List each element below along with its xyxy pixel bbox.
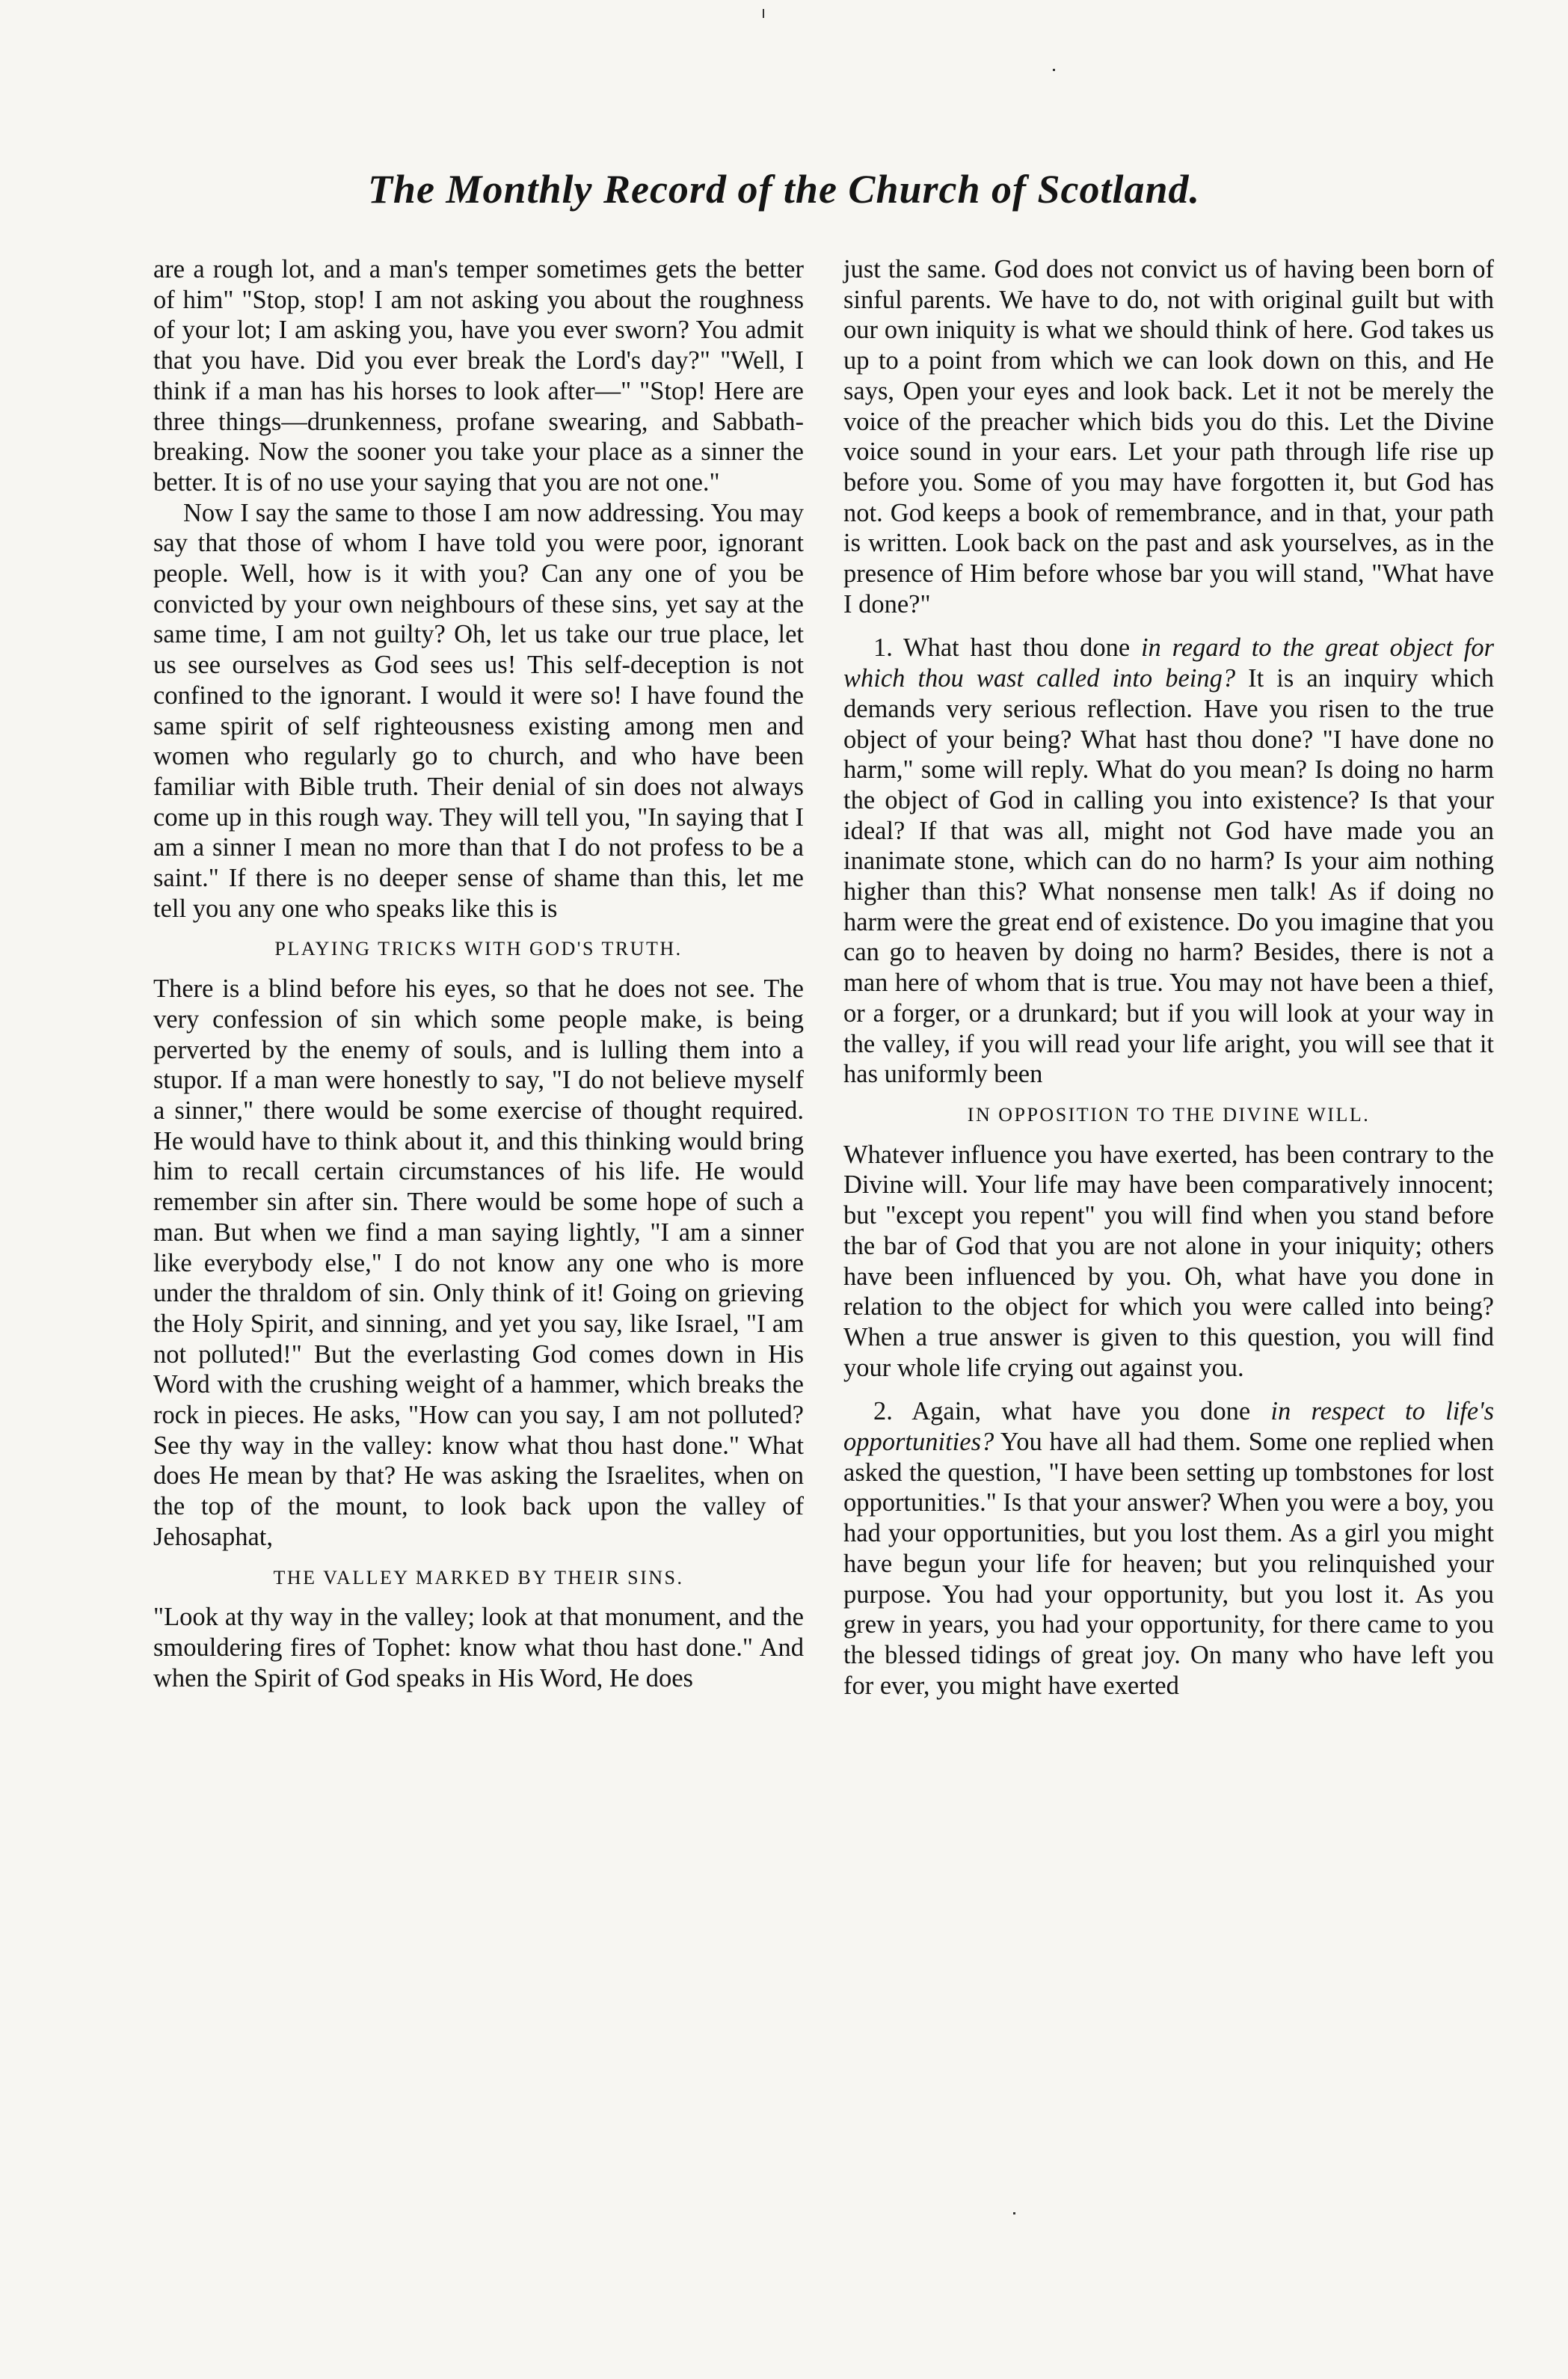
subheading-opposition-divine-will: IN OPPOSITION TO THE DIVINE WILL.	[967, 1103, 1371, 1126]
stray-mark-top	[763, 9, 764, 18]
paragraph-4-emphasis: in respect to life's opportunities?	[843, 1397, 1494, 1457]
right-paragraph-1: just the same. God does not convict us of having been born of sinful parents. We have to do, not with original guilt but with our own iniquity is what we should think of here. God takes us up to a point from which we can look down on this, and He says, Open your eyes and look back. Let it not be merely the voice of the preacher which bids you do this. Let the Divine voice sound in your ears. Let your path through life rise up before you. Some of you may have forgotten it, but God has not. God keeps a book of remembrance, and in that, your path is written. Look back on the past and ask yourselves, as in the presence of Him before whose bar you will stand, "What have I done?"	[843, 255, 1494, 618]
paragraph-4-body: You have all had them. Some one replied when asked the question, "I have been setting up tombstones for lost opportunities." Is that your answer? When you were a boy, you had your opportunities, but you lost them. As a girl you might have begun your life for heaven; but you relinquished your purpose. You had your opportunity, but you lost it. As you grew in years, you had your opportunity, for there came to you the blessed tidings of great joy. On many who have left you for ever, you might have exerted	[843, 1428, 1494, 1700]
stray-dot-bottom-right	[1013, 2212, 1015, 2214]
left-paragraph-1: are a rough lot, and a man's temper sometimes gets the better of him" "Stop, stop! I am not asking you about the roughness of your lot; I am asking you, have you ever sworn? You admit that you have. Did you ever break the Lord's day?" "Well, I think if a man has his horses to look after—" "Stop! Here are three things—drunkenness, profane swearing, and Sabbath-breaking. Now the sooner you take your place as a sinner the better. It is of no use your saying that you are not one."	[153, 255, 804, 497]
paragraph-2-body: It is an inquiry which demands very serious reflection. Have you risen to the true object of your being? What hast thou done? "I have done no harm," some will reply. What do you mean? Is doing no harm the object of God in calling you into existence? Is that your ideal? If that was all, might not God have made you an inanimate stone, which can do no harm? Is your aim nothing higher than this? What nonsense men talk! As if doing no harm were the great end of existence. Do you imagine that you can go to heaven by doing no harm? Besides, there is not a man here of whom that is true. You may not have been a thief, or a forger, or a drunkard; but if you will look at your way in the valley, if you will read your life aright, you will see that it has uniformly been	[843, 664, 1494, 1089]
right-paragraph-4	[843, 1396, 1494, 1701]
right-paragraph-2	[843, 633, 1494, 1090]
left-paragraph-4: "Look at thy way in the valley; look at that monument, and the smouldering fires of Tophet: know what thou hast done." And when the Spirit of God speaks in His Word, He does	[153, 1603, 804, 1692]
subheading-valley-marked: THE VALLEY MARKED BY THEIR SINS.	[273, 1566, 684, 1588]
left-paragraph-2: Now I say the same to those I am now addressing. You may say that those of whom I have told you were poor, ignorant people. Well, how is it with you? Can any one of you be convicted by your own neighbours of these sins, yet say at the same time, I am not guilty? Oh, let us take our true place, let us see ourselves as God sees us! This self-deception is not confined to the ignorant. I would it were so! I have found the same spirit of self righteousness existing among men and women who regularly go to church, and who have been familiar with Bible truth. Their denial of sin does not always come up in this rough way. They will tell you, "In saying that I am a sinner I mean no more than that I do not profess to be a saint." If there is no deeper sense of shame than this, let me tell you any one who speaks like this is	[153, 498, 804, 923]
left-column	[153, 254, 804, 1693]
stray-dot-top-right	[1053, 69, 1055, 71]
paragraph-2-lead: 1. What hast thou done	[873, 633, 1141, 663]
paragraph-4-lead: 2. Again, what have you done	[873, 1397, 1271, 1426]
paragraph-2-emphasis: in regard to the great object for which thou wast called into being?	[843, 633, 1495, 693]
right-paragraph-3: Whatever influence you have exerted, has been contrary to the Divine will. Your life may have been comparatively innocent; but "except you repent" you will find when you stand before the bar of God that you are not alone in your iniquity; others have been influenced by you. Oh, what have you done in relation to the object for which you were called into being? When a true answer is given to this question, you will find your whole life crying out against you.	[843, 1140, 1494, 1382]
page-header-title: The Monthly Record of the Church of Scotland.	[367, 167, 1201, 212]
left-paragraph-3: There is a blind before his eyes, so that he does not see. The very confession of sin which some people make, is being perverted by the enemy of souls, and is lulling them into a stupor. If a man were honestly to say, "I do not believe myself a sinner," there would be some exercise of thought required. He would have to think about it, and this thinking would bring him to recall certain circumstances of his life. He would remember sin after sin. There would be some hope of such a man. But when we find a man saying lightly, "I am a sinner like everybody else," I do not know any one who is more under the thraldom of sin. Only think of it! Going on grieving the Holy Spirit, and sinning, and yet you say, like Israel, "I am not polluted!" But the everlasting God comes down in His Word with the crushing weight of a hammer, which breaks the rock in pieces. He asks, "How can you say, I am not polluted? See thy way in the valley: know what thou hast done." What does He mean by that? He was asking the Israelites, when on the top of the mount, to look back upon the valley of Jehosaphat,	[153, 974, 804, 1551]
subheading-playing-tricks: PLAYING TRICKS WITH GOD'S TRUTH.	[274, 938, 683, 960]
right-column	[843, 254, 1494, 1701]
